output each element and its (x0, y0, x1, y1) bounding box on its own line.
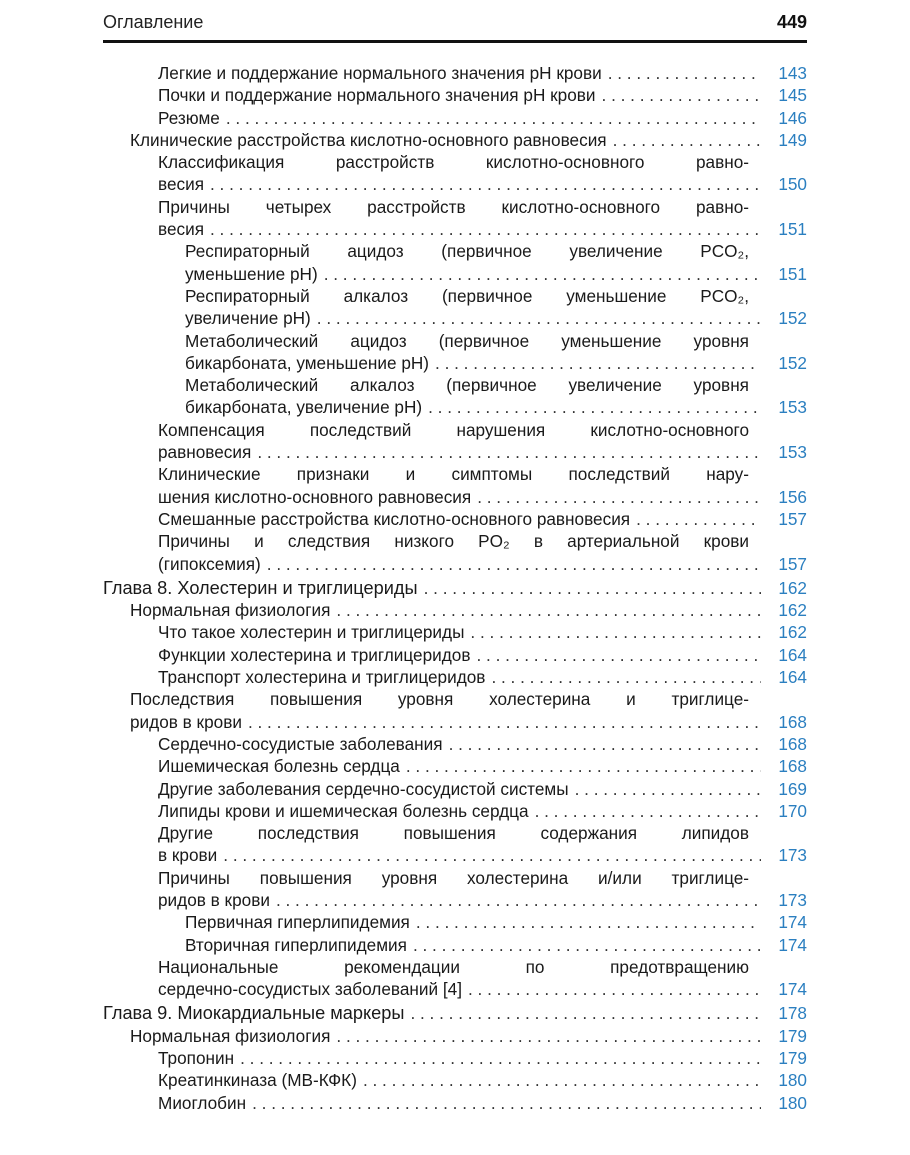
toc-entry[interactable] (103, 822, 807, 867)
dot-leader (363, 1069, 761, 1091)
toc-entry-title: Клинические расстройства кислотно-основного равновесия (130, 129, 607, 150)
toc-entry[interactable] (103, 644, 807, 666)
toc-entry-row (158, 621, 807, 643)
dot-leader (276, 889, 761, 911)
toc-entry-title-line: Причины и следствия низкого PO₂ в артериальной крови (158, 531, 749, 552)
dot-leader (413, 934, 761, 956)
toc-entry[interactable] (103, 778, 807, 800)
toc-entry[interactable] (103, 129, 807, 151)
toc-entry[interactable] (103, 330, 807, 375)
toc-page-link[interactable]: 152 (778, 352, 807, 373)
toc-entry-title: уменьшение pH) (185, 263, 318, 284)
toc-entry[interactable] (103, 621, 807, 643)
dot-leader (470, 621, 761, 643)
toc-page-link[interactable]: 151 (778, 263, 807, 284)
toc-entry-row (130, 599, 807, 621)
toc-page-link[interactable]: 168 (778, 711, 807, 732)
toc-entry-title: Миоглобин (158, 1092, 247, 1113)
toc-entry-row (130, 1025, 807, 1047)
toc-entry[interactable] (103, 240, 807, 285)
toc-entry-row (158, 173, 807, 195)
toc-entry-title-line: Другие последствия повышения содержания липидов (158, 823, 749, 844)
toc-entry-title: ридов в крови (158, 889, 270, 910)
toc-entry-title: Другие заболевания сердечно-сосудистой системы (158, 778, 569, 799)
toc-entry-row (185, 263, 807, 285)
toc-entry[interactable] (103, 599, 807, 621)
toc-entry-title-line: Клинические признаки и симптомы последствий нару- (158, 464, 749, 485)
toc-page-link[interactable]: 149 (778, 129, 807, 150)
toc-entry-title: Липиды крови и ишемическая болезнь сердца (158, 800, 529, 821)
toc-entry[interactable] (103, 956, 807, 1001)
dot-leader (406, 755, 761, 777)
toc-entry-row (158, 800, 807, 822)
toc-entry-row (158, 84, 807, 106)
toc-entry-row (158, 978, 807, 1000)
dot-leader (267, 553, 761, 575)
toc-chapter-entry[interactable] (103, 577, 807, 599)
dot-leader (636, 508, 761, 530)
toc-page-link[interactable]: 168 (778, 756, 807, 777)
toc-entry[interactable] (103, 419, 807, 464)
toc-page-link[interactable]: 162 (778, 577, 807, 598)
dot-leader (210, 173, 761, 195)
toc-page-link[interactable]: 179 (778, 1048, 807, 1069)
dot-leader (257, 441, 761, 463)
toc-entry-title: Сердечно-сосудистые заболевания (158, 733, 443, 754)
dot-leader (428, 396, 761, 418)
dot-leader (416, 911, 761, 933)
toc-entry-title: сердечно-сосудистых заболеваний [4] (158, 979, 462, 1000)
toc-entry-row (158, 666, 807, 688)
toc-entry-row (185, 934, 807, 956)
dot-leader (575, 778, 761, 800)
toc-entry-title: Ишемическая болезнь сердца (158, 756, 400, 777)
toc-entry-title: увеличение pH) (185, 308, 311, 329)
toc-entry-title: (гипоксемия) (158, 553, 261, 574)
toc-page-link[interactable]: 157 (778, 553, 807, 574)
toc-page-link[interactable]: 162 (778, 622, 807, 643)
toc-entry-title: Легкие и поддержание нормального значения pH крови (158, 63, 602, 83)
dot-leader (240, 1047, 761, 1069)
toc-entry[interactable] (103, 151, 807, 196)
toc-entry-row (158, 644, 807, 666)
toc-entry-title-line: Национальные рекомендации по предотвращению (158, 956, 749, 977)
toc-entry-row (185, 911, 807, 933)
toc-page-link[interactable]: 169 (778, 778, 807, 799)
toc-entry-title-line: Метаболический ацидоз (первичное уменьшение уровня (185, 330, 749, 351)
toc-entry[interactable] (103, 1069, 807, 1091)
toc-entry[interactable] (103, 374, 807, 419)
toc-entry-title: Креатинкиназа (MB-КФК) (158, 1070, 357, 1091)
toc-entry-title: Первичная гиперлипидемия (185, 912, 410, 933)
toc-entry-row (103, 577, 807, 599)
toc-entry[interactable] (103, 107, 807, 129)
toc-entry-title-line: Респираторный алкалоз (первичное уменьшение PCO₂, (185, 285, 749, 306)
toc-page-link[interactable]: 150 (778, 174, 807, 195)
toc-entry-title-line: Респираторный ацидоз (первичное увеличение PCO₂, (185, 241, 749, 262)
toc-entry-row (158, 441, 807, 463)
toc-entry-title: ридов в крови (130, 711, 242, 732)
dot-leader (336, 1025, 761, 1047)
dot-leader (252, 1092, 761, 1114)
toc-entry[interactable] (103, 463, 807, 508)
toc-page-link[interactable]: 173 (778, 845, 807, 866)
dot-leader (317, 307, 761, 329)
toc-entry-title: Транспорт холестерина и триглицеридов (158, 667, 486, 688)
toc-page-link[interactable]: 156 (778, 486, 807, 507)
dot-leader (468, 978, 761, 1000)
page-number: 449 (776, 12, 807, 32)
toc-page-link[interactable]: 170 (778, 800, 807, 821)
toc-entry-row (185, 352, 807, 374)
toc-entry-row (158, 107, 807, 129)
toc-entry-row (158, 889, 807, 911)
toc-entry[interactable] (103, 733, 807, 755)
table-of-contents (103, 62, 807, 1114)
toc-entry-title: равновесия (158, 442, 252, 463)
toc-entry[interactable] (103, 196, 807, 241)
toc-entry-title-line: Классификация расстройств кислотно-основного равно- (158, 152, 749, 173)
toc-entry-row (185, 307, 807, 329)
dot-leader (535, 800, 761, 822)
toc-entry-row (158, 1069, 807, 1091)
toc-entry[interactable] (103, 688, 807, 733)
toc-page-link[interactable]: 168 (778, 733, 807, 754)
toc-page-link[interactable]: 153 (778, 442, 807, 463)
toc-entry-row (158, 508, 807, 530)
toc-entry-title: бикарбоната, уменьшение pH) (185, 352, 430, 373)
toc-entry-row (158, 218, 807, 240)
dot-leader (248, 711, 761, 733)
dot-leader (324, 263, 761, 285)
toc-entry-row (158, 755, 807, 777)
toc-entry-row (158, 553, 807, 575)
toc-entry[interactable] (103, 867, 807, 912)
dot-leader (210, 218, 761, 240)
toc-page-link[interactable]: 179 (778, 1025, 807, 1046)
toc-entry-row (158, 486, 807, 508)
toc-entry-row (185, 396, 807, 418)
toc-entry-title: Глава 8. Холестерин и триглицериды (103, 577, 418, 598)
toc-entry[interactable] (103, 911, 807, 933)
toc-entry-row (103, 1002, 807, 1024)
dot-leader (223, 844, 761, 866)
dot-leader (424, 577, 761, 599)
toc-entry[interactable] (103, 800, 807, 822)
toc-entry-title: Почки и поддержание нормального значения pH крови (158, 85, 596, 106)
toc-entry-row (158, 844, 807, 866)
toc-entry-title: Смешанные расстройства кислотно-основного равновесия (158, 508, 631, 529)
toc-entry-title-line: Метаболический алкалоз (первичное увеличение уровня (185, 375, 749, 396)
toc-entry-title-line: Компенсация последствий нарушения кислотно-основного (158, 419, 749, 440)
toc-page-link[interactable]: 180 (778, 1092, 807, 1113)
toc-page-link[interactable]: 174 (778, 934, 807, 955)
dot-leader (435, 352, 761, 374)
toc-entry-title: Нормальная физиология (130, 600, 331, 621)
toc-page-link[interactable]: 153 (778, 397, 807, 418)
toc-entry-title: в крови (158, 845, 218, 866)
toc-entry-row (158, 62, 807, 84)
toc-entry-title: Вторичная гиперлипидемия (185, 934, 407, 955)
toc-page-link[interactable]: 162 (778, 600, 807, 621)
toc-page-link[interactable]: 174 (778, 979, 807, 1000)
toc-entry-title: Резюме (158, 107, 220, 128)
toc-entry-row (130, 129, 807, 151)
toc-entry-title-line: Причины четырех расстройств кислотно-основного равно- (158, 196, 749, 217)
toc-chapter-entry[interactable] (103, 1002, 807, 1024)
toc-page-link[interactable]: 152 (778, 308, 807, 329)
dot-leader (477, 486, 761, 508)
toc-entry-title: весия (158, 219, 204, 240)
dot-leader (613, 129, 761, 151)
toc-entry-row (158, 1092, 807, 1114)
toc-entry[interactable] (103, 84, 807, 106)
toc-entry[interactable] (103, 1092, 807, 1114)
toc-entry[interactable] (103, 755, 807, 777)
toc-entry-title: весия (158, 174, 204, 195)
toc-entry-row (158, 1047, 807, 1069)
toc-entry-title: Тропонин (158, 1048, 235, 1069)
toc-page-link[interactable]: 157 (778, 508, 807, 529)
toc-entry-title: бикарбоната, увеличение pH) (185, 397, 423, 418)
toc-page-link[interactable]: 145 (778, 85, 807, 106)
dot-leader (491, 666, 761, 688)
dot-leader (602, 84, 761, 106)
dot-leader (410, 1002, 761, 1024)
toc-entry-title-line: Последствия повышения уровня холестерина и триглице- (130, 689, 749, 710)
toc-entry[interactable] (103, 666, 807, 688)
toc-entry-title: Функции холестерина и триглицеридов (158, 644, 471, 665)
toc-entry-title: шения кислотно-основного равновесия (158, 486, 472, 507)
toc-entry-row (158, 778, 807, 800)
dot-leader (449, 733, 761, 755)
dot-leader (477, 644, 762, 666)
toc-entry[interactable] (103, 1047, 807, 1069)
toc-entry[interactable] (103, 508, 807, 530)
toc-entry[interactable] (103, 530, 807, 575)
toc-entry[interactable] (103, 1025, 807, 1047)
toc-entry[interactable] (103, 285, 807, 330)
toc-page-link[interactable]: 180 (778, 1070, 807, 1091)
toc-page-link[interactable]: 174 (778, 912, 807, 933)
toc-entry-title: Глава 9. Миокардиальные маркеры (103, 1003, 405, 1024)
toc-page-link[interactable]: 151 (778, 219, 807, 240)
toc-entry-title-line: Причины повышения уровня холестерина и/или триглице- (158, 867, 749, 888)
running-header (103, 12, 807, 38)
toc-entry-row (130, 711, 807, 733)
toc-entry[interactable] (103, 934, 807, 956)
toc-page-link[interactable]: 173 (778, 889, 807, 910)
header-rule-divider (103, 40, 807, 43)
toc-page-link[interactable]: 178 (778, 1003, 807, 1024)
toc-entry-title: Нормальная физиология (130, 1025, 331, 1046)
toc-page-link[interactable]: 164 (778, 644, 807, 665)
dot-leader (226, 107, 761, 129)
dot-leader (608, 62, 761, 84)
toc-page-link[interactable]: 164 (778, 667, 807, 688)
running-header-title: Оглавление (103, 12, 204, 32)
toc-entry-row (158, 733, 807, 755)
dot-leader (336, 599, 761, 621)
toc-page-link[interactable]: 143 (778, 63, 807, 83)
toc-entry-title: Что такое холестерин и триглицериды (158, 622, 465, 643)
toc-entry[interactable] (103, 62, 807, 84)
toc-page-link[interactable]: 146 (778, 107, 807, 128)
